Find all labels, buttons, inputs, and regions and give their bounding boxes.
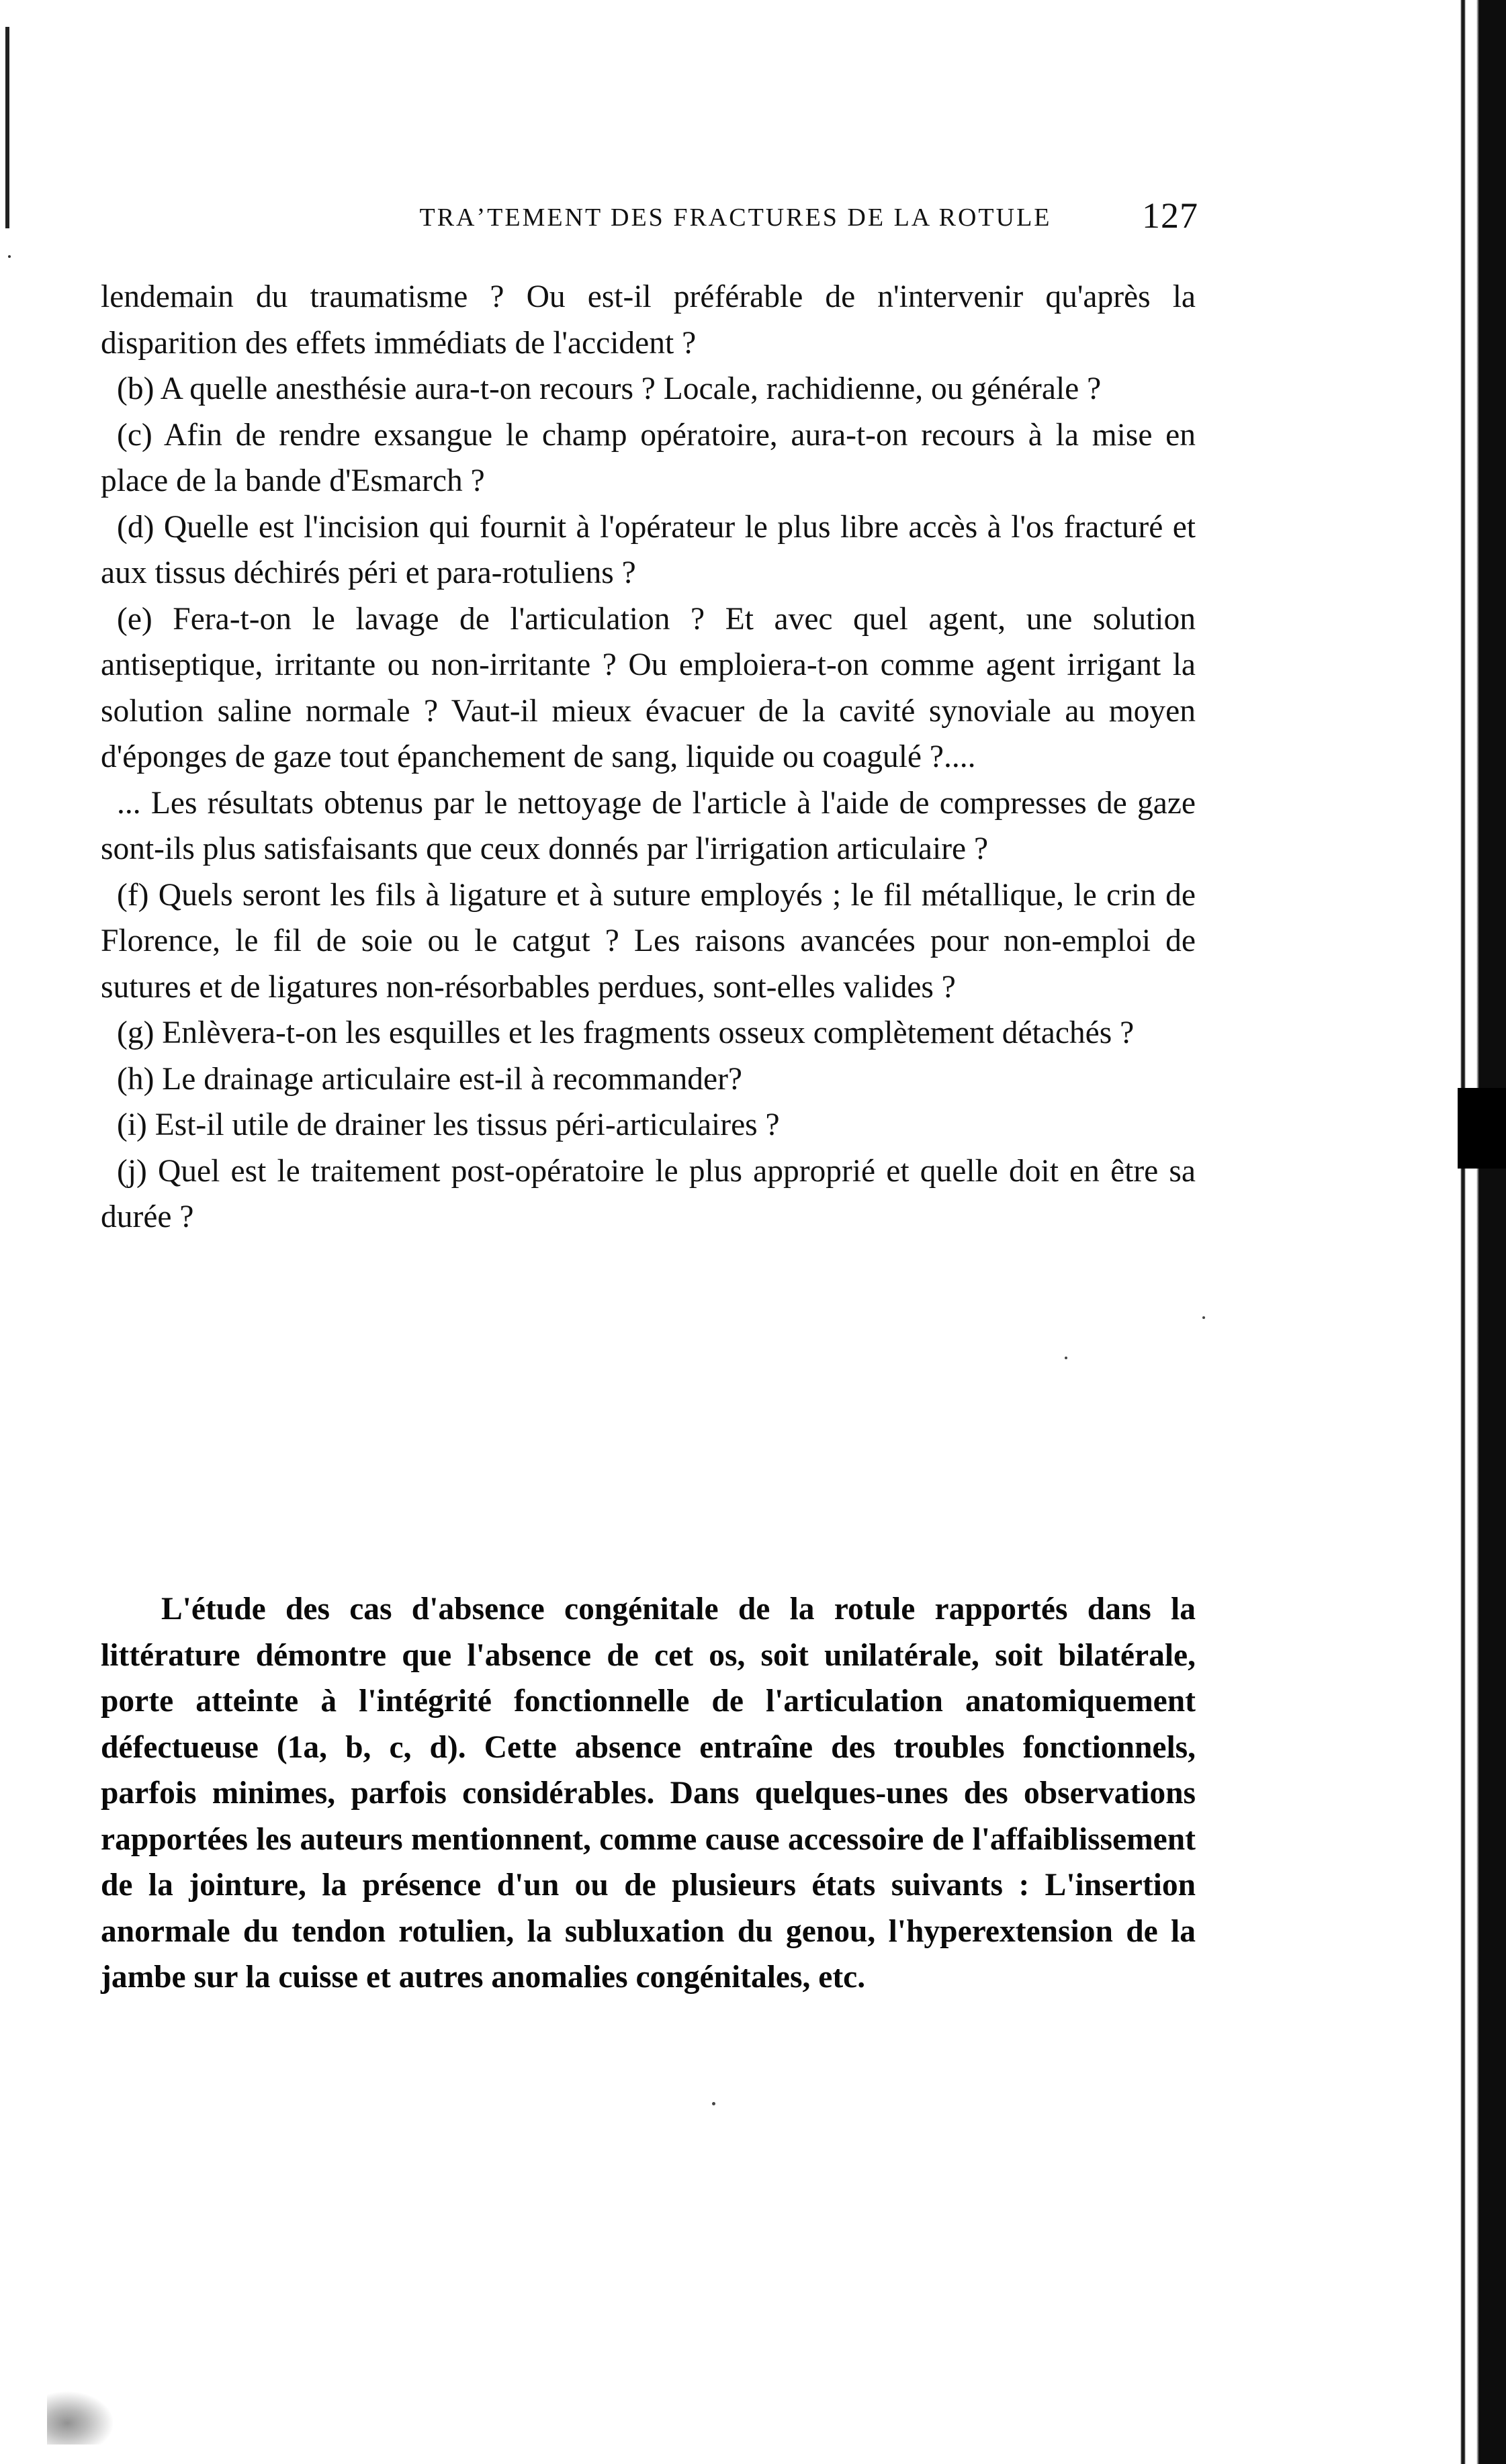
right-scan-edge-band (1458, 1088, 1506, 1169)
closing-paragraph: L'étude des cas d'absence congénitale de la rotule rapportés dans la littérature démontre que l'absence de cet os, soit unilatérale, soit bilatérale, porte atteinte à l'intégrité fonctionnelle de l'articulation anatomiquement défectueuse (1a, b, c, d). Cette absence entraîne des troubles fonctionnels, parfois minimes, parfois considérables. Dans quelques-unes des observations rapportées les auteurs mentionnent, comme cause accessoire de l'affaiblissement de la jointure, la présence d'un ou de plusieurs états suivants : L'insertion anormale du tendon rotulien, la subluxation du genou, l'hyperextension de la jambe sur la cuisse et autres anomalies congénitales, etc. (101, 1592, 1196, 1995)
left-binding-dot (8, 255, 11, 258)
question-paragraph: (i) Est-il utile de drainer les tissus péri-articulaires ? (117, 1107, 780, 1142)
right-scan-edge (1456, 0, 1506, 2464)
question-paragraph: ... Les résultats obtenus par le nettoyage de l'article à l'aide de compresses de gaze sont-ils plus satisfaisants que ceux donnés par l'irrigation articulaire ? (101, 785, 1196, 866)
question-paragraph: lendemain du traumatisme ? Ou est-il préférable de n'intervenir qu'après la disparition des effets immédiats de l'accident ? (101, 279, 1196, 361)
question-paragraph: (f) Quels seront les fils à ligature et à suture employés ; le fil métallique, le crin de Florence, le fil de soie ou le catgut ? Les raisons avancées pour non-emploi de sutures et de ligatures non-résorbables perdues, sont-elles valides ? (101, 877, 1196, 1005)
left-binding-mark (5, 27, 9, 228)
scan-speck (1202, 1316, 1205, 1319)
question-paragraph: (h) Le drainage articulaire est-il à recommander? (117, 1061, 743, 1097)
question-paragraph: (c) Afin de rendre exsangue le champ opératoire, aura-t-on recours à la mise en place de la bande d'Esmarch ? (101, 417, 1196, 498)
body-paragraph (101, 1586, 1196, 2001)
question-paragraph: (b) A quelle anesthésie aura-t-on recours ? Locale, rachidienne, ou générale ? (117, 371, 1102, 406)
question-paragraph: (e) Fera-t-on le lavage de l'articulation ? Et avec quel agent, une solution antiseptique, irritante ou non-irritante ? Ou emploiera-t-on comme agent irrigant la solution saline normale ? Vaut-il mieux évacuer de la cavité synoviale au moyen d'éponges de gaze tout épanchement de sang, liquide ou coagulé ?.... (101, 601, 1196, 774)
question-paragraph: (j) Quel est le traitement post-opératoire le plus approprié et quelle doit en être sa durée ? (101, 1153, 1196, 1234)
running-title: TRAʼTEMENT DES FRACTURES DE LA ROTULE (419, 203, 1052, 232)
page-number: 127 (1142, 195, 1198, 236)
question-paragraph: (g) Enlèvera-t-on les esquilles et les fragments osseux complètement détachés ? (117, 1015, 1135, 1050)
question-paragraph: (d) Quelle est l'incision qui fournit à l'opérateur le plus libre accès à l'os fracturé et aux tissus déchirés péri et para-rotuliens ? (101, 509, 1196, 590)
scan-speck (1065, 1357, 1067, 1359)
question-list (101, 274, 1196, 1240)
scan-speck (712, 2102, 715, 2105)
scan-smudge (47, 2391, 114, 2445)
